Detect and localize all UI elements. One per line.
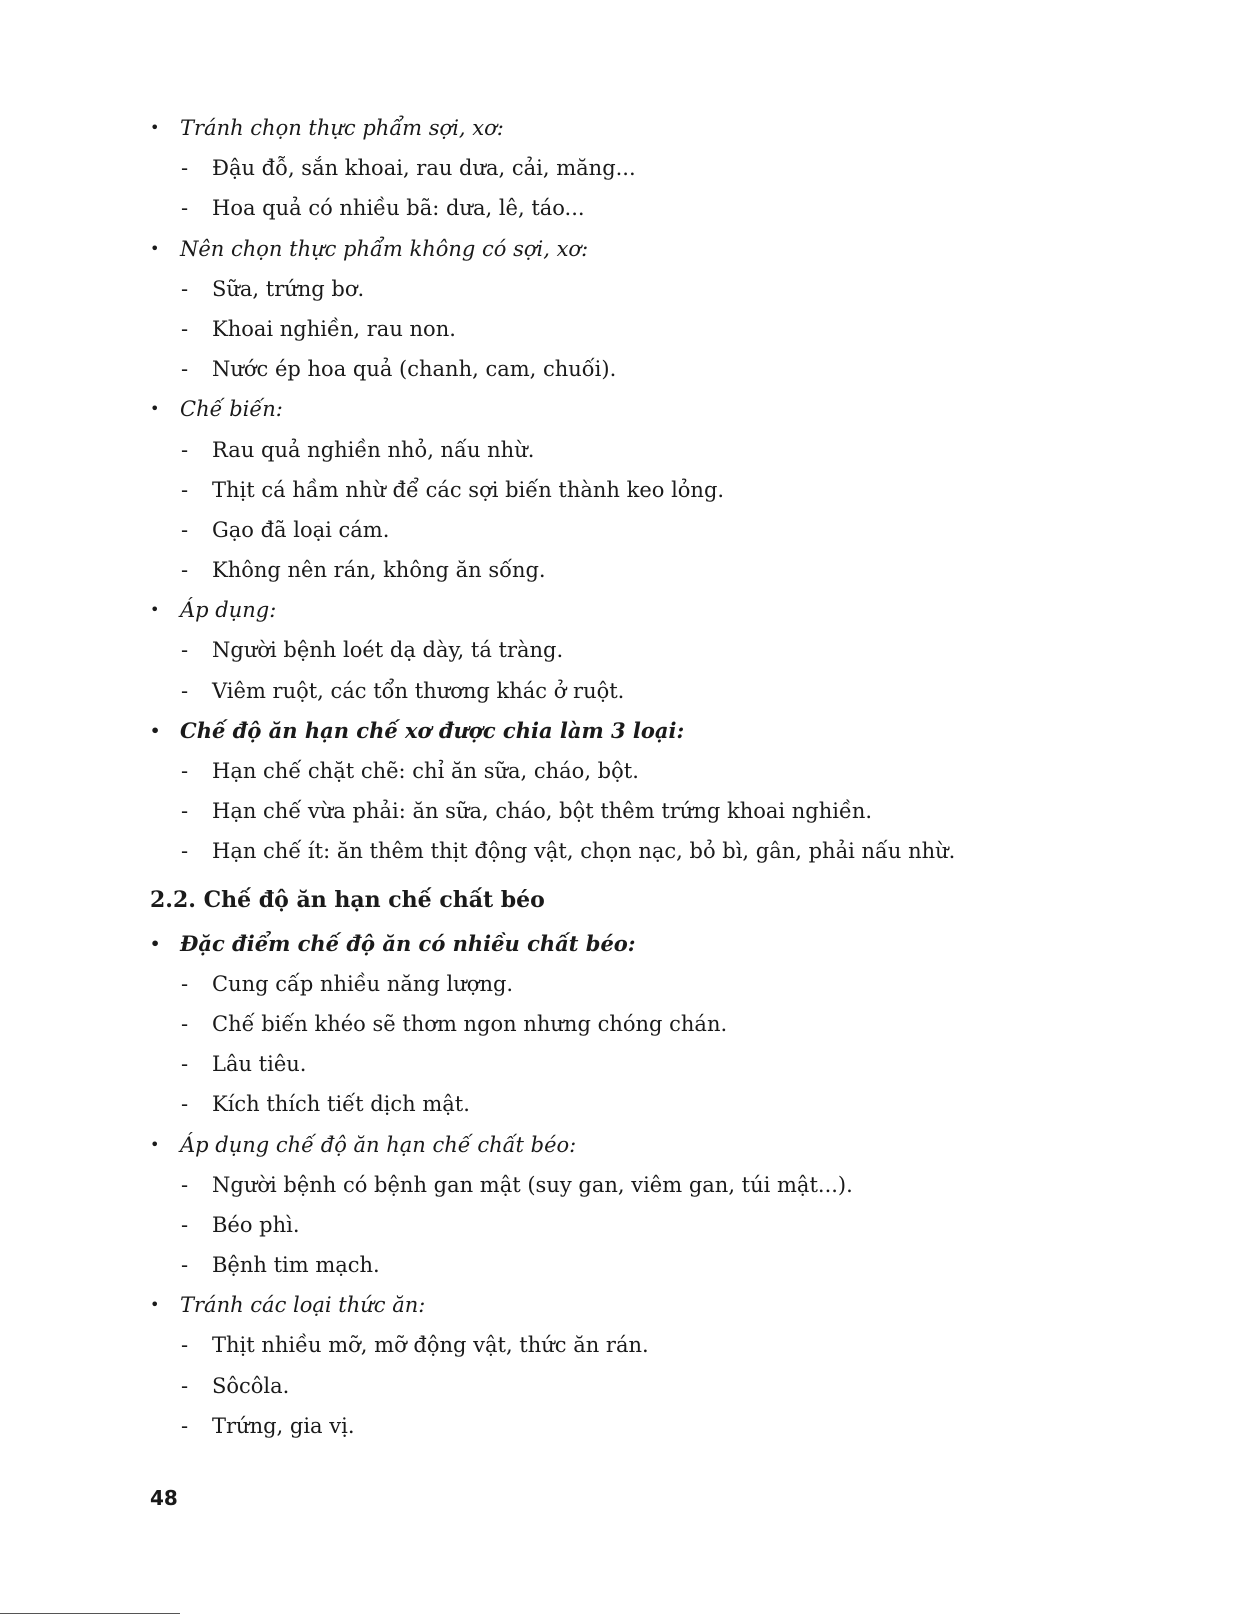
dash-item <box>150 188 1050 228</box>
dash-item <box>150 1004 1050 1044</box>
dash-icon: - <box>181 196 189 221</box>
bullet-icon: • <box>150 1134 160 1154</box>
dash-icon: - <box>181 1092 189 1117</box>
dash-item <box>150 349 1050 389</box>
dash-item <box>150 309 1050 349</box>
bullet-item <box>150 924 1050 964</box>
dash-icon: - <box>181 558 189 583</box>
bullet-icon: • <box>150 600 160 620</box>
dash-item <box>150 269 1050 309</box>
bullet-item <box>150 1285 1050 1325</box>
dash-item <box>150 1165 1050 1205</box>
dash-icon: - <box>181 971 189 996</box>
dash-icon: - <box>181 437 189 462</box>
dash-item <box>150 964 1050 1004</box>
dash-item <box>150 630 1050 670</box>
dash-icon: - <box>181 678 189 703</box>
dash-text: Rau quả nghiền nhỏ, nấu nhừ. <box>212 437 535 462</box>
bullet-text: Chế độ ăn hạn chế xơ được chia làm 3 loại: <box>180 717 685 743</box>
dash-item <box>150 671 1050 711</box>
dash-icon: - <box>181 316 189 341</box>
footer-rule <box>0 1613 180 1614</box>
dash-item <box>150 430 1050 470</box>
dash-item <box>150 1245 1050 1285</box>
dash-text: Hoa quả có nhiều bã: dưa, lê, táo... <box>212 196 585 221</box>
dash-icon: - <box>181 1413 189 1438</box>
bullet-item <box>150 1125 1050 1165</box>
dash-item <box>150 1205 1050 1245</box>
section-heading: 2.2. Chế độ ăn hạn chế chất béo <box>150 886 545 913</box>
bullet-icon: • <box>150 720 161 740</box>
bullet-text: Áp dụng chế độ ăn hạn chế chất béo: <box>180 1132 577 1157</box>
bullet-icon: • <box>150 933 161 953</box>
dash-item <box>150 1406 1050 1446</box>
bullet-item <box>150 108 1050 148</box>
bullet-text: Áp dụng: <box>180 598 277 623</box>
bullet-text: Nên chọn thực phẩm không có sợi, xơ: <box>180 236 589 261</box>
bullet-item <box>150 229 1050 269</box>
dash-item <box>150 510 1050 550</box>
dash-text: Chế biến khéo sẽ thơm ngon nhưng chóng chán. <box>212 1011 728 1036</box>
dash-text: Béo phì. <box>212 1212 300 1237</box>
dash-item <box>150 550 1050 590</box>
dash-icon: - <box>181 759 189 783</box>
bullet-icon: • <box>150 238 160 258</box>
dash-text: Sôcôla. <box>212 1373 290 1398</box>
dash-icon: - <box>181 1373 189 1398</box>
dash-icon: - <box>181 1052 189 1077</box>
dash-text: Hạn chế vừa phải: ăn sữa, cháo, bột thêm trứng khoai nghiền. <box>212 799 873 824</box>
dash-icon: - <box>181 477 189 502</box>
dash-text: Bệnh tim mạch. <box>212 1253 380 1278</box>
page-content <box>150 108 1050 1446</box>
dash-text: Kích thích tiết dịch mật. <box>212 1092 470 1117</box>
dash-text: Khoai nghiền, rau non. <box>212 316 456 341</box>
dash-text: Thịt nhiều mỡ, mỡ động vật, thức ăn rán. <box>212 1333 649 1358</box>
bullet-icon: • <box>150 399 160 419</box>
dash-icon: - <box>181 156 189 181</box>
dash-item <box>150 1325 1050 1365</box>
bullet-text: Tránh chọn thực phẩm sợi, xơ: <box>180 116 504 140</box>
dash-item <box>150 1044 1050 1084</box>
dash-text: Thịt cá hầm nhừ để các sợi biến thành keo lỏng. <box>212 477 725 502</box>
bullet-text: Tránh các loại thức ăn: <box>180 1293 426 1318</box>
dash-text: Người bệnh loét dạ dày, tá tràng. <box>212 638 564 663</box>
dash-text: Đậu đỗ, sắn khoai, rau dưa, cải, măng... <box>212 156 636 181</box>
dash-text: Viêm ruột, các tổn thương khác ở ruột. <box>212 678 625 703</box>
dash-icon: - <box>181 1333 189 1358</box>
bullet-icon: • <box>150 118 160 137</box>
dash-item <box>150 791 1050 831</box>
bullet-icon: • <box>150 1295 160 1315</box>
dash-text: Lâu tiêu. <box>212 1052 307 1077</box>
dash-text: Nước ép hoa quả (chanh, cam, chuối). <box>212 357 617 382</box>
dash-icon: - <box>181 276 189 301</box>
bullet-item <box>150 389 1050 429</box>
dash-text: Hạn chế chặt chẽ: chỉ ăn sữa, cháo, bột. <box>212 759 639 783</box>
bullet-text: Đặc điểm chế độ ăn có nhiều chất béo: <box>180 930 636 956</box>
bullet-item <box>150 711 1050 751</box>
dash-icon: - <box>181 1172 189 1197</box>
dash-icon: - <box>181 799 189 824</box>
dash-item <box>150 1084 1050 1124</box>
dash-item <box>150 148 1050 188</box>
dash-icon: - <box>181 1253 189 1278</box>
dash-text: Không nên rán, không ăn sống. <box>212 558 546 583</box>
bullet-item <box>150 590 1050 630</box>
dash-item <box>150 470 1050 510</box>
dash-item <box>150 751 1050 791</box>
dash-icon: - <box>181 517 189 542</box>
bullet-text: Chế biến: <box>180 397 283 422</box>
dash-text: Gạo đã loại cám. <box>212 517 390 542</box>
page-number: 48 <box>150 1486 178 1510</box>
dash-icon: - <box>181 1212 189 1237</box>
dash-icon: - <box>181 357 189 382</box>
dash-text: Người bệnh có bệnh gan mật (suy gan, viêm gan, túi mật...). <box>212 1172 853 1197</box>
dash-icon: - <box>181 839 189 864</box>
dash-item <box>150 831 1050 871</box>
dash-text: Hạn chế ít: ăn thêm thịt động vật, chọn nạc, bỏ bì, gân, phải nấu nhừ. <box>212 839 956 864</box>
dash-icon: - <box>181 1011 189 1036</box>
dash-item <box>150 1366 1050 1406</box>
dash-text: Trứng, gia vị. <box>212 1413 355 1438</box>
dash-icon: - <box>181 638 189 663</box>
dash-text: Sữa, trứng bơ. <box>212 276 365 301</box>
dash-text: Cung cấp nhiều năng lượng. <box>212 971 514 996</box>
